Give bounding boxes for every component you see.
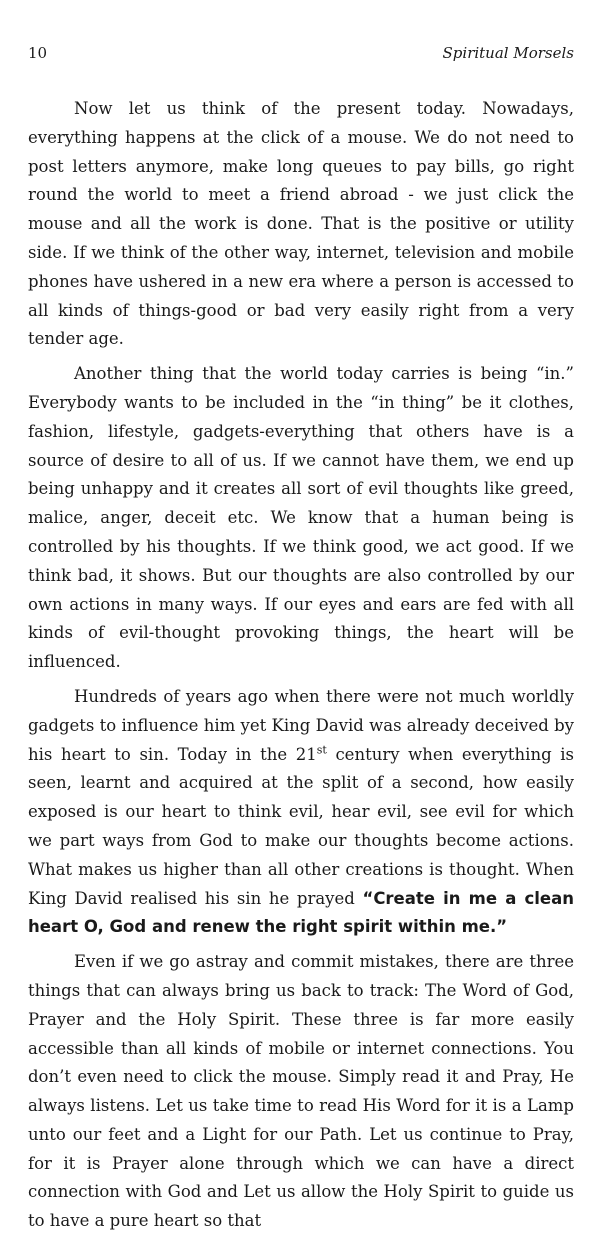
running-header: [28, 44, 574, 66]
paragraph-being-in: Another thing that the world today carries is being “in.” Everybody wants to be included in the “in thing” be it clothes, fashion, lifestyle, gadgets-everything that others have is a source of desire to all of us. If we cannot have them, we end up being unhappy and it creates all sort of evil thoughts like greed, malice, anger, deceit etc. We know that a human being is controlled by his thoughts. If we think good, we act good. If we think bad, it shows. But our thoughts are also controlled by our own actions in many ways. If our eyes and ears are fed with all kinds of evil-thought provoking things, the heart will be influenced.: [28, 364, 574, 672]
prayer-quote: “Create in me a clean heart O, God and renew the right spirit within me.”: [28, 888, 574, 937]
ordinal-superscript: st: [316, 743, 327, 757]
paragraph-king-david-text-2: century when everything is seen, learnt and acquired at the split of a second, how easily exposed is our heart to think evil, hear evil, see evil for which we part ways from God to make our thoughts become actions. What makes us higher than all other creations is thought. When King David realised his sin he prayed: [28, 744, 574, 908]
book-title: Spiritual Morsels: [442, 44, 574, 62]
paragraph-king-david: [28, 683, 574, 942]
body-text: [28, 95, 574, 1236]
paragraph-three-things: Even if we go astray and commit mistakes, there are three things that can always bring us back to track: The Word of God, Prayer and the Holy Spirit. These three is far more easily accessible than all kinds of mobile or internet connections. You don’t even need to click the mouse. Simply read it and Pray, He always listens. Let us take time to read His Word for it is a Lamp unto our feet and a Light for our Path. Let us continue to Pray, for it is Prayer alone through which we can have a direct connection with God and Let us allow the Holy Spirit to guide us to have a pure heart so that: [28, 952, 574, 1231]
page-number: 10: [28, 44, 48, 62]
book-page: [28, 0, 574, 1231]
paragraph-present-day: Now let us think of the present today. Nowadays, everything happens at the click of a mouse. We do not need to post letters anymore, make long queues to pay bills, go right round the world to meet a friend abroad - we just click the mouse and all the work is done. That is the positive or utility side. If we think of the other way, internet, television and mobile phones have ushered in a new era where a person is accessed to all kinds of things-good or bad very easily right from a very tender age.: [28, 99, 574, 349]
paragraph-king-david-text-1: Hundreds of years ago when there were not much worldly gadgets to influence him yet King David was already deceived by his heart to sin. Today in the 21: [28, 686, 574, 764]
